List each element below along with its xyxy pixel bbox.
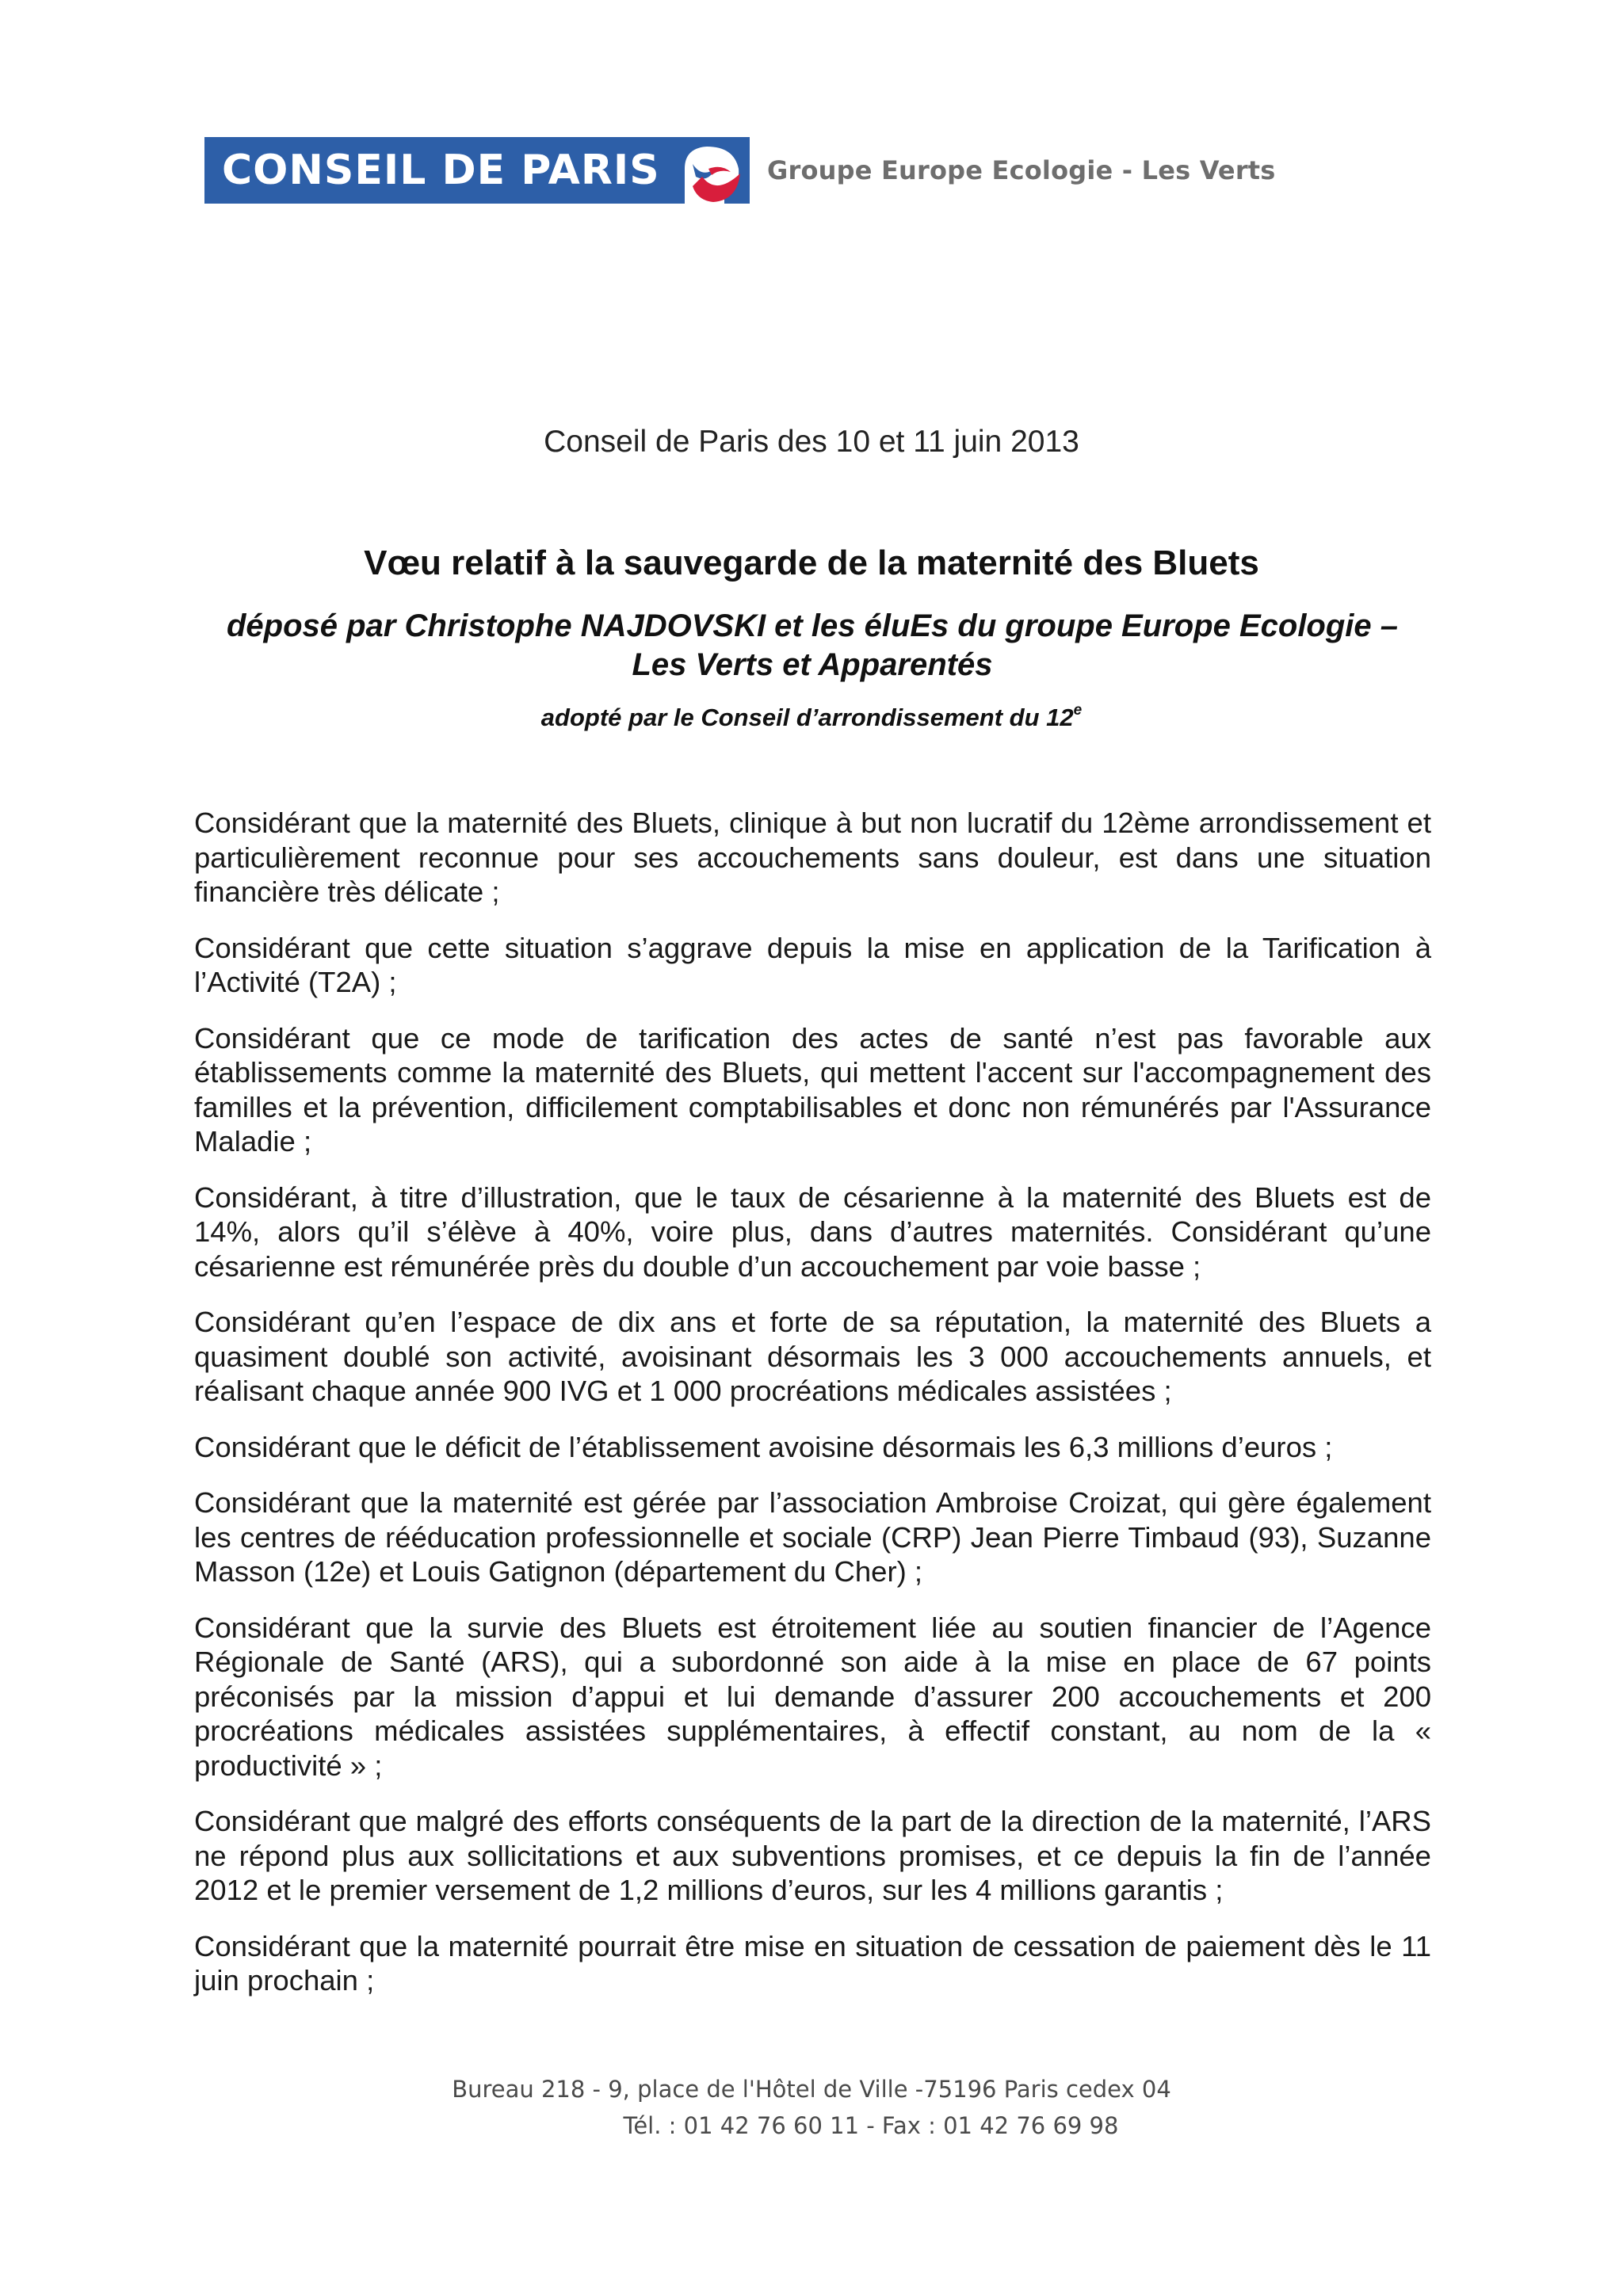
resolution-body — [194, 806, 1431, 2019]
footer-address: Bureau 218 - 9, place de l'Hôtel de Ville -75196 Paris cedex 04 — [452, 2076, 1171, 2103]
page-title: Vœu relatif à la sauvegarde de la maternité des Bluets — [364, 543, 1259, 582]
deposed-by-line-1: déposé par Christophe NAJDOVSKI et les éluEs du groupe Europe Ecologie – — [226, 608, 1399, 643]
considerant-paragraph: Considérant que cette situation s’aggrave depuis la mise en application de la Tarification à l’Activité (T2A) ; — [194, 931, 1431, 998]
considerant-paragraph: Considérant qu’en l’espace de dix ans et forte de sa réputation, la maternité des Bluets a quasiment doublé son activité, avoisinant désormais les 3 000 accouchements annuels, et réalisant chaque année 900 IVG et 1 000 procréations médicales assistées ; — [194, 1306, 1431, 1407]
deposed-by — [190, 607, 1434, 685]
footer-contact — [0, 2071, 1623, 2144]
considerant-paragraph: Considérant que la maternité des Bluets, clinique à but non lucratif du 12ème arrondissement et particulièrement reconnue pour ses accouchements sans douleur, est dans une situation financière très délicate ; — [194, 807, 1431, 908]
paris-emblem-icon — [661, 137, 750, 204]
considerant-paragraph: Considérant que malgré des efforts conséquents de la part de la direction de la maternité, l’ARS ne répond plus aux sollicitations et aux subventions promises, et ce depuis la fin de l’année 2012 et le premier versement de 1,2 millions d’euros, sur les 4 millions garantis ; — [194, 1805, 1431, 1906]
conseil-de-paris-logo — [204, 137, 750, 204]
group-name: Groupe Europe Ecologie - Les Verts — [767, 155, 1276, 185]
footer-phone-fax: Tél. : 01 42 76 60 11 - Fax : 01 42 76 69 98 — [623, 2112, 1119, 2139]
considerant-paragraph: Considérant que la survie des Bluets est étroitement liée au soutien financier de l’Agence Régionale de Santé (ARS), qui a subordonné son aide à la mise en place de 67 points préconisés par la mission d’appui et lui demande d’assurer 200 accouchements et 200 procréations médicales assistées supplémentaires, à effectif constant, au nom de la « productivité » ; — [194, 1611, 1431, 1782]
session-line: Conseil de Paris des 10 et 11 juin 2013 — [544, 425, 1079, 459]
considerant-paragraph: Considérant, à titre d’illustration, que le taux de césarienne à la maternité des Bluets est de 14%, alors qu’il s’élève à 40%, voire plus, dans d’autres maternités. Considérant qu’une césarienne est rémunérée près du double d’un accouchement par voie basse ; — [194, 1180, 1431, 1283]
deposed-by-line-2: Les Verts et Apparentés — [632, 647, 993, 682]
adopted-by-text: adopté par le Conseil d’arrondissement du 12 — [540, 704, 1074, 731]
adopted-by — [0, 704, 1623, 732]
adopted-by-superscript: e — [1073, 702, 1083, 719]
considerant-paragraph: Considérant que le déficit de l’établissement avoisine désormais les 6,3 millions d’euros ; — [194, 1430, 1333, 1463]
letterhead — [204, 137, 1276, 204]
considerant-paragraph: Considérant que la maternité pourrait être mise en situation de cessation de paiement dès le 11 juin prochain ; — [194, 1929, 1431, 1997]
logo-text: CONSEIL DE PARIS — [222, 147, 660, 194]
considerant-paragraph: Considérant que la maternité est gérée par l’association Ambroise Croizat, qui gère également les centres de rééducation professionnelle et sociale (CRP) Jean Pierre Timbaud (93), Suzanne Masson (12e) et Louis Gatignon (département du Cher) ; — [194, 1486, 1431, 1588]
considerant-paragraph: Considérant que ce mode de tarification des actes de santé n’est pas favorable aux établissements comme la maternité des Bluets, qui mettent l'accent sur l'accompagnement des familles et la prévention, difficilement comptabilisables et donc non rémunérés par l'Assurance Maladie ; — [194, 1021, 1431, 1158]
